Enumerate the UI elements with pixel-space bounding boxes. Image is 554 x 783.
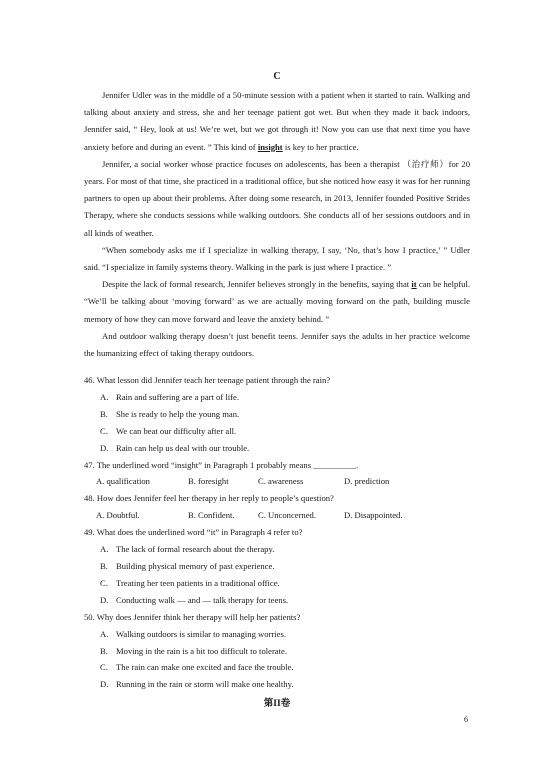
question-47-options [84,473,474,490]
question-49-option-b [84,558,474,575]
question-49-stem: 49. What does the underlined word “it” in Paragraph 4 refer to? [84,527,303,538]
option-letter: B. [100,645,108,656]
option-text: Building physical memory of past experience. [116,560,275,571]
question-48-option-c: C. Unconcerned. [258,510,316,521]
question-46-option-d [84,440,474,457]
option-letter: B. [100,560,108,571]
question-50-option-c [84,659,474,676]
question-48-option-d: D. Disappointed. [344,510,403,521]
question-48-stem: 48. How does Jennifer feel her therapy in her reply to people’s question? [84,493,334,504]
option-letter: D. [100,679,109,690]
paragraph-3: “When somebody asks me if I specialize in walking therapy, I say, ‘No, that’s how I practice,’ ” Udler said. “I specialize in family systems theory. Walking in the park is just where I practice. ” [84,244,470,273]
option-letter: D. [100,594,109,605]
paragraph-1-text-a: Jennifer Udler was in the middle of a 50-minute session with a patient when it started to rain. Walking and talking about anxiety and stress, she and her teenage patient got wet. But when they made it back indoors, Jennifer said, “ Hey, look at us! We’re wet, but we got through it! Now you can use that next time you have anxiety before and during an event. ” This kind of [84,90,470,152]
question-50-option-a [84,626,474,643]
question-46-option-a [84,389,474,406]
question-46-option-c [84,423,474,440]
paragraph-4 [84,276,470,328]
section-letter: C [273,71,281,82]
question-47-option-d: D. prediction [344,476,390,487]
question-46-stem: 46. What lesson did Jennifer teach her teenage patient through the rain? [84,375,331,385]
paragraph-1 [84,87,470,156]
option-letter: C. [100,662,108,673]
paragraph-1-text-b: is key to her practice. [282,141,359,152]
volume-title: 第II卷 [263,699,291,709]
question-50-option-b [84,643,474,660]
option-letter: C. [100,577,108,588]
reading-passage [84,87,470,362]
page-number: 6 [464,715,468,724]
question-46-option-b [84,406,474,423]
option-letter: C. [100,425,108,436]
question-50-stem: 50. Why does Jennifer think her therapy will help her patients? [84,611,301,622]
option-letter: A. [100,544,109,555]
option-text: She is ready to help the young man. [116,408,240,419]
question-47-option-a: A. qualification [96,476,150,487]
option-text: The rain can make one excited and face the trouble. [116,662,294,673]
question-47-option-b: B. foresight [188,476,229,487]
question-48-options [84,507,474,524]
option-letter: A. [100,628,109,639]
question-49-option-c [84,575,474,592]
underlined-word-insight: insight [257,141,283,152]
question-49-option-a [84,541,474,558]
paragraph-2: Jennifer, a social worker whose practice focuses on adolescents, has been a therapist （治疗师）for 20 years. For most of that time, she practiced in a traditional office, but she noticed how easy it was for her running partners to open up about their problems. After doing some research, in 2013, Jennifer founded Positive Strides Therapy, where she conducts sessions while walking outdoors. She conducts all of her sessions outdoors and in all kinds of weather. [84,158,470,238]
option-letter: D. [100,442,109,453]
question-48-option-b: B. Confident. [188,510,235,521]
option-text: Rain can help us deal with our trouble. [116,442,250,453]
question-47-stem: 47. The underlined word “insight” in Paragraph 1 probably means __________. [84,459,359,470]
option-text: Treating her teen patients in a traditional office. [116,577,280,588]
option-text: Moving in the rain is a bit too difficult to tolerate. [116,645,287,656]
underlined-word-it: it [411,279,417,290]
question-50-option-d [84,676,474,693]
paragraph-4-text-a: Despite the lack of formal research, Jennifer believes strongly in the benefits, saying that [102,279,412,290]
question-49-option-d [84,592,474,609]
option-text: Rain and suffering are a part of life. [116,391,239,402]
question-list [84,372,474,693]
option-letter: A. [100,391,109,402]
option-text: Running in the rain or storm will make one healthy. [116,679,294,690]
question-48-option-a: A. Doubtful. [96,510,140,521]
option-text: Conducting walk — and — talk therapy for teens. [116,594,289,605]
question-47-option-c: C. awareness [258,476,304,487]
option-text: The lack of formal research about the therapy. [116,544,275,555]
option-text: We can beat our difficulty after all. [116,425,237,436]
option-letter: B. [100,408,108,419]
paragraph-4-text-b: can be helpful. “We’ll be talking about ‘moving forward’ as we are actually moving forward on the path, building muscle memory of how they can move forward and leave the anxiety behind. ” [84,279,470,324]
option-text: Walking outdoors is similar to managing worries. [116,628,286,639]
paragraph-5: And outdoor walking therapy doesn’t just benefit teens. Jennifer says the adults in her practice welcome the humanizing effect of taking therapy outdoors. [84,330,470,359]
